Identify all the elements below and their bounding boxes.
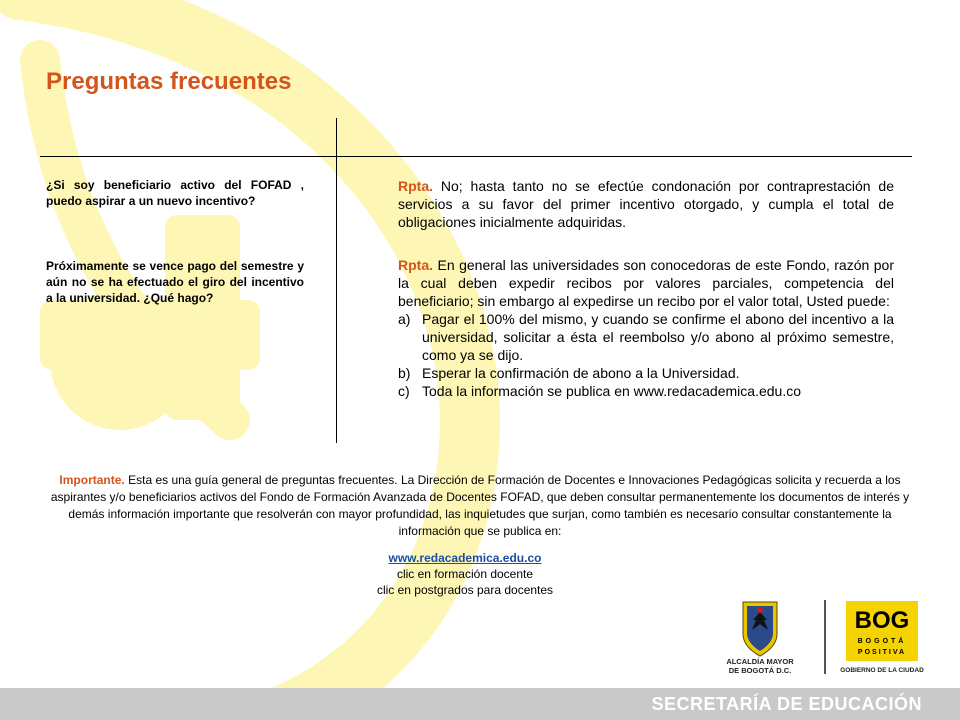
answer-options-list bbox=[398, 310, 894, 400]
list-item bbox=[398, 310, 894, 364]
page-title: Preguntas frecuentes bbox=[46, 68, 292, 95]
footer-title: SECRETARÍA DE EDUCACIÓN bbox=[651, 694, 922, 714]
alcaldia-line2: DE BOGOTÁ D.C. bbox=[728, 666, 792, 675]
bog-logo-text: BOG bbox=[854, 607, 910, 634]
bog-sub2: POSITIVA bbox=[857, 649, 907, 656]
gobierno-text: GOBIERNO DE LA CIUDAD bbox=[840, 667, 924, 674]
links-block bbox=[0, 550, 930, 598]
list-item-text: Pagar el 100% del mismo, y cuando se confirme el abono del incentivo a la universidad, solicitar a ésta el reembolso y/o abono al próximo semestre, como ya se dijo. bbox=[422, 311, 894, 363]
bog-sub1: BOGOTÁ bbox=[857, 638, 907, 645]
list-marker: c) bbox=[398, 383, 410, 399]
list-item-text: Toda la información se publica en www.redacademica.edu.co bbox=[422, 383, 801, 399]
vertical-divider bbox=[336, 118, 337, 443]
list-marker: b) bbox=[398, 365, 411, 381]
important-note bbox=[36, 472, 924, 540]
logos-group bbox=[716, 598, 926, 676]
faq-question-1: ¿Si soy beneficiario activo del FOFAD , puedo aspirar a un nuevo incentivo? bbox=[46, 178, 304, 208]
important-text: Esta es una guía general de preguntas frecuentes. La Dirección de Formación de Docentes e Innovaciones Pedagógicas solicita y recuerda a los aspirantes y/o beneficiarios activos del Fondo de Formación Avanzada de Docentes FOFAD, que deben consultar permanentemente los documentos de interés y demás información importante que resolverán con mayor profundidad, las inquietudes que surjan, como también es necesario consultar constantemente la información que se publica en: bbox=[50, 473, 910, 538]
alcaldia-line1: ALCALDÍA MAYOR bbox=[726, 657, 794, 666]
faq-answer-1 bbox=[398, 177, 894, 231]
faq-answer-2 bbox=[398, 256, 894, 400]
footer-bar bbox=[0, 688, 960, 720]
link-instruction-1: clic en formación docente bbox=[396, 567, 534, 581]
list-item bbox=[398, 382, 894, 400]
redacademica-link[interactable]: www.redacademica.edu.co bbox=[388, 551, 542, 565]
logo-separator bbox=[824, 600, 826, 674]
link-instruction-2: clic en postgrados para docentes bbox=[376, 583, 554, 597]
important-label: Importante. bbox=[59, 473, 125, 487]
answer-text: En general las universidades son conocedoras de este Fondo, razón por la cual deben expedir recibos por valores parciales, competencia del beneficiario; sin embargo al expedirse un recibo por el valor total, Usted puede: bbox=[398, 257, 894, 309]
answer-text: No; hasta tanto no se efectúe condonación por contraprestación de servicios a su favor del primer incentivo otorgado, y cumpla el total de obligaciones inicialmente adquiridas. bbox=[398, 178, 894, 230]
list-item-text: Esperar la confirmación de abono a la Universidad. bbox=[422, 365, 740, 381]
list-item bbox=[398, 364, 894, 382]
answer-label: Rpta. bbox=[398, 257, 433, 273]
horizontal-divider bbox=[40, 156, 912, 157]
alcaldia-shield-icon bbox=[743, 602, 777, 656]
faq-question-2: Próximamente se vence pago del semestre y aún no se ha efectuado el giro del incentivo a la universidad. ¿Qué hago? bbox=[46, 259, 304, 305]
list-marker: a) bbox=[398, 311, 411, 327]
answer-label: Rpta. bbox=[398, 178, 433, 194]
